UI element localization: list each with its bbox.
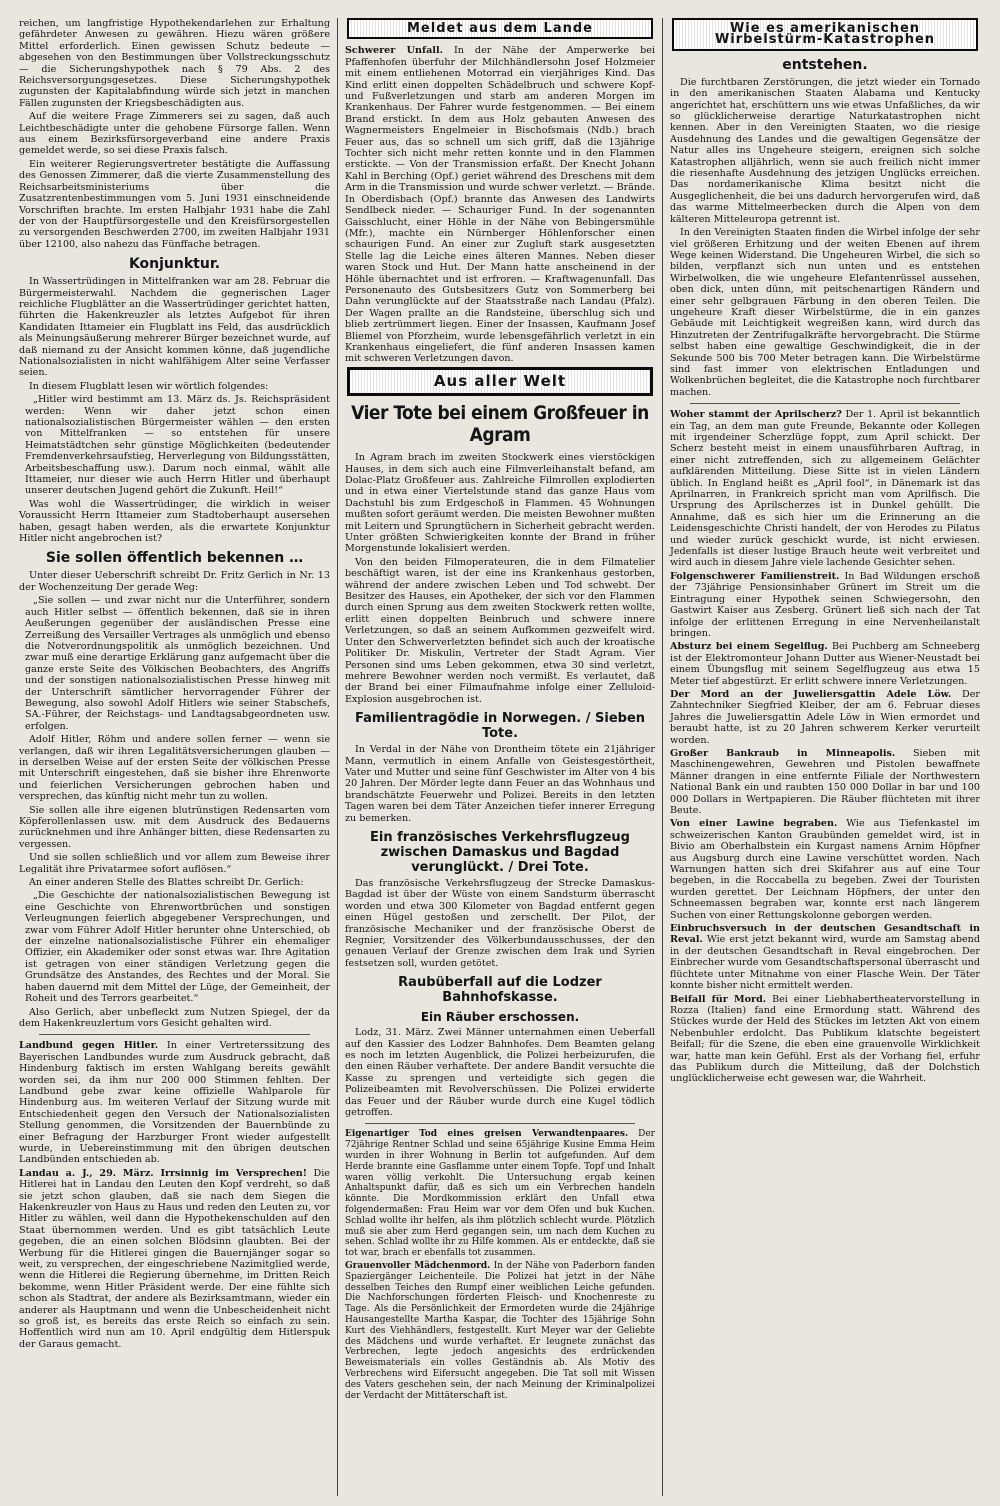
column-right xyxy=(662,18,987,1496)
article-text: Lodz, 31. März. Zwei Männer unternahmen einen Ueberfall auf den Kassier des Lodzer Bahnhofes. Dem Beamten gelang es noch im letzten Augenblick, die Polizei herbeizurufen, die den einen Räuber verhaftete. Der andere Bandit versuchte die Kasse zu sprengen und verteidigte sich gegen die Polizeibeamten mit Revolverschüssen. Die Polizei erwiderte das Feuer und der Räuber wurde durch eine Kugel tödlich getroffen. xyxy=(345,1027,655,1119)
headline-lodz: Raubüberfall auf die Lodzer Bahnhofskasse. xyxy=(398,975,602,1006)
article-text: Der 1. April ist bekanntlich ein Tag, an dem man gute Freunde, Bekannte oder Kollegen mit irgendeiner Scherzlüge foppt, zum April schickt. Der Scherz besteht meist in einem unausführbaren Auftrag, in einer nicht zutreffenden, sich zu allgemeinem Gelächter aufklärenden Mitteilung. Diese Sitte ist in vielen Ländern üblich. In England heißt es „April fool“, in Dänemark ist das Aprilnarren, in Frankreich spricht man vom Aprilfisch. Die Ursprung des Aprilscherzes ist in Dunkel gehüllt. Die Annahme, daß es sich hier um die Erinnerung an die Leidensgeschichte Christi handelt, der von Herodes zu Pilatus und wieder zurück geschickt wurde, ist nicht erwiesen. Jedenfalls ist dieser lustige Brauch heute weit verbreitet und wird auch in diesem Jahre viele lachende Gesichter sehen. xyxy=(670,409,980,569)
article-text: Der 72jährige Rentner Schlad und seine 65jährige Kusine Emma Heim wurden in ihrer Wohnung in Berlin tot aufgefunden. Auf dem Herde brannte eine Gasflamme unter einem Topfe. Topf und Inhalt waren völlig verkohlt. Die Untersuchung ergab keinen Anhaltspunkt dafür, daß es sich um ein Verbrechen handeln könnte. Die Mordkommission erklärt den Unfall etwa folgendermaßen: Frau Heim war vor dem Ofen und buk Kuchen. Schlad wollte ihr helfen, als ihm plötzlich schlecht wurde. Plötzlich muß sie aber zum Herd gegangen sein, um nach dem Kuchen zu sehen. Schlad wollte ihr zu Hilfe kommen. Als er entdeckte, daß sie tot war, brach er ebenfalls tot zusammen. xyxy=(345,1129,655,1259)
article-text: Von den beiden Filmoperateuren, die in dem Filmatelier beschäftigt waren, ist der eine ins Krankenhaus gestorben, während der andere zwischen Leben und Tod schwebt. Der Besitzer des Hauses, ein Apotheker, der sich vor den Flammen durch einen Sprung aus dem zweiten Stockwerk retten wollte, erlitt einen doppelten Beinbruch und schwere innere Verletzungen, so daß an seinem Aufkommen gezweifelt wird. Unter den Schwerverletzten befindet sich auch der kroatische Politiker Dr. Miskulin, Vertreter der Stadt Agram. Vier Personen sind ums Leben gekommen, etwa 30 sind verletzt, mehrere Bewohner werden noch vermißt. Es verlautet, daß der Brand bei einer Filmaufnahme infolge einer Zelluloid-Explosion ausgebrochen ist. xyxy=(345,556,655,705)
article-text: Sie sollen alle ihre eigenen blutrünstigen Redensarten vom Köpferollenlassen usw. mit dem Ausdruck des Bedauerns zurücknehmen und ihre Anhänger bitten, diese Redensarten zu vergessen. xyxy=(19,804,330,850)
article-text: Unter dieser Ueberschrift schreibt Dr. Fritz Gerlich in Nr. 13 der Wochenzeitung Der gerade Weg: xyxy=(19,570,330,593)
article-text: Das französische Verkehrsflugzeug der Strecke Damaskus-Bagdad ist über der Wüste von einem Sandsturm überrascht worden und etwa 300 Kilometer von Bagdad entfernt gegen einen Hügel gestoßen und zerschellt. Der Pilot, der französische Mechaniker und der französische Oberst de Regnier, Vorsitzender des Völkerbundausschusses, der den genauen Verlauf der Grenze zwischen dem Irak und Syrien festsetzen soll, wurden getötet. xyxy=(345,877,655,969)
divider xyxy=(690,403,960,404)
article-text: Bei einer Liebhabertheatervorstellung in Rozza (Italien) fand eine Ermordung statt. Während des Stückes wurde der Held des Stückes im letzten Akt von einem Nebenbuhler erdolcht. Das Publikum klatschte begeistert Beifall; für die Szene, die eben eine grauenvolle Wirklichkeit war, hatte man kein Gefühl. Erst als der Vorhang fiel, erfuhr das Publikum durch die Mitteilung, daß der Dolchstich unglücklicherweise echt gewesen war, die Wahrheit. xyxy=(670,993,980,1085)
article-text: Die furchtbaren Zerstörungen, die jetzt wieder ein Tornado in den amerikanischen Staaten Alabama und Kentucky angerichtet hat, erschüttern uns wie etwas Unfaßliches, da wir so glücklicherweise derartige Naturkatastrophen nicht kennen. Aber in den Vereinigten Staaten, wo die riesige Ausdehnung des Landes und die gewaltigen Gegensätze der Natur alles ins Ungeheure steigern, ereignen sich solche Katastrophen alljährlich, wenn sie auch freilich nicht immer die riesenhafte Ausdehnung des jetzigen Unglücks erreichen. Das nordamerikanische Klima besitzt nicht die Ausgeglichenheit, die bei uns dadurch hervorgerufen wird, daß das warme Mittelmeerbecken durch die Alpen von dem kälteren Mitteleuropa getrennt ist. xyxy=(670,76,980,225)
article-quote: „Sie sollen — und zwar nicht nur die Unterführer, sondern auch Hitler selbst — öffentlich bekennen, daß sie in ihren Aeußerungen gegenüber der ausländischen Presse eine Zerreißung des Versailler Vertrages als unmöglich und ebenso die Notverordnungspolitik als unmöglich bezeichnen. Und zwar muß eine derartige Erklärung ganz aufgemacht über die ganze erste Seite des Völkischen Beobachters, des Angriffs und der sonstigen nationalsozialistischen Presse hinweg mit der Unterschrift sämtlicher hervorragender Führer der Bewegung, also sowohl Adolf Hitlers wie seiner Stabschefs, SA.-Führer, der Reichstags- und Landtagsabgeordneten usw. erfolgen. xyxy=(25,595,330,732)
article-text: Ein weiterer Regierungsvertreter bestätigte die Auffassung des Genossen Zimmerer, daß die vierte Zusammenstellung des Reichsarbeitsministeriums über die Zusatzrentenbestimmungen vom 5. Juni 1931 einschneidende Vorschriften brachte. Im ersten Halbjahr 1931 habe die Zahl der von der Hauptfürsorgestelle und den Kreisfürsorgestellen zu versorgenden Beschwerden 2700, im zweiten Halbjahr 1931 über 12100, also nahezu das Fünffache betragen. xyxy=(19,158,330,250)
news-lead: Woher stammt der Aprilscherz? xyxy=(670,409,842,421)
article-text: In Bad Wildungen erschoß der 73jährige Pensionsinhaber Grünert im Streit um die Eintragung einer Hypothek seinen Schwiegersohn, den Gastwirt Kaiser aus Zesberg. Grünert ließ sich nach der Tat infolge der erlittenen Erregung in eine Nervenheilanstalt bringen. xyxy=(670,570,980,639)
article-text: Adolf Hitler, Röhm und andere sollen ferner — wenn sie verlangen, daß wir ihren Legalitätsversicherungen glauben — in derselben Weise auf der ersten Seite der völkischen Presse mit Unterschrift eingestehen, daß sie bisher ihre Ehrenworte und feierlichen Versicherungen gebrochen haben und versprechen, das künftig nicht mehr tun zu wollen. xyxy=(19,734,330,803)
article-text: Bei Puchberg am Schneeberg ist der Elektromonteur Johann Dutter aus Wiener-Neustadt bei einem Übungsflug mit seinem Segelflugzeug aus etwa 15 Meter tief abgestürzt. Er erlitt schwere innere Verletzungen. xyxy=(670,641,980,687)
headline-entstehen: entstehen. xyxy=(782,56,868,73)
article-text: Auf die weitere Frage Zimmerers sei zu sagen, daß auch Leichtbeschädigte unter die gehobene Fürsorge fallen. Wenn aus einem Bezirksfürsorgeverband eine andere Praxis gemeldet werde, so sei diese Praxis falsch. xyxy=(19,111,330,157)
headline-norwegen: Familientragödie in Norwegen. / Sieben Tote. xyxy=(354,711,646,742)
article-text: In Verdal in der Nähe von Drontheim tötete ein 21jähriger Mann, vermutlich in einem Anfalle von Geistesgestörtheit, Vater und Mutter und seine fünf Geschwister im Alter von 4 bis 20 Jahren. Der Mörder legte dann Feuer an das Wohnhaus und brandschätzte Feuerwehr und Polizei. Bereits in den letzten Tagen waren bei dem Täter Anzeichen tiefer innerer Erregung zu bemerken. xyxy=(345,744,655,824)
news-lead: Einbruchsversuch in der deutschen Gesandtschaft in Reval. xyxy=(670,923,980,946)
article-text: In diesem Flugblatt lesen wir wörtlich folgendes: xyxy=(29,380,269,392)
news-lead: Grauenvoller Mädchenmord. xyxy=(345,1261,491,1272)
news-lead: Landau a. J., 29. März. Irrsinnig im Versprechen! xyxy=(19,1167,307,1179)
headline-damaskus: Ein französisches Verkehrsflugzeug zwischen Damaskus und Bagdad verunglückt. / Drei Tote. xyxy=(370,829,630,875)
divider xyxy=(39,1034,310,1035)
section-banner-land: Meldet aus dem Lande xyxy=(347,18,653,39)
news-lead: Schwerer Unfall. xyxy=(345,45,443,57)
article-text: In der Nähe von Paderborn fanden Spaziergänger Leichenteile. Die Polizei hat jetzt in der Nähe desselben Teiches den Rumpf einer weiblichen Leiche gefunden. Die Nachforschungen förderten Fleisch- und Knochenreste zu Tage. Als die Persönlichkeit der Ermordeten wurde die 24jährige Hausangestellte Martha Kaspar, die Tochter des 15jährige Sohn Kurt des Viehhändlers, festgestellt. Kurt Meyer war der Geliebte des Mädchens und wurde verhaftet. Er leugnete zunächst das Verbrechen, legte jedoch angesichts des erdrückenden Beweismaterials ein volles Geständnis ab. Als Motiv des Verbrechens wird Eifersucht angegeben. Die Tat soll mit Wissen des Vaters geschehen sein, der nach Meinung der Kriminalpolizei der Verdacht der Mittäterschaft ist. xyxy=(345,1261,655,1401)
news-lead: Landbund gegen Hitler. xyxy=(19,1040,159,1052)
news-lead: Der Mord an der Juweliersgattin Adele Löw. xyxy=(670,688,952,700)
article-text: In einer Vertreterssitzung des Bayerischen Landbundes wurde zum Ausdruck gebracht, daß Hindenburg faktisch im ersten Wahlgang bereits gewählt worden sei, da ihm nur 200 000 Stimmen fehlten. Der Landbund gebe zwar keine offizielle Wahlparole für Hindenburg aus. Im weiteren Verlauf der Sitzung wurde mit Entschiedenheit gegen den Versuch der Nationalsozialisten Stellung genommen, die Vorsitzenden der Bauernbünde zu einer Befragung der Harzburger Front wieder aufgestellt wurde, in Uebereinstimmung mit den übrigen deutschen Landbünden entschieden ab. xyxy=(19,1040,330,1166)
article-text: In den Vereinigten Staaten finden die Wirbel infolge der sehr viel größeren Erhitzung und der weiten Ebenen auf ihrem Wege keinen Widerstand. Die Ungeheuren Wirbel, die sich so bilden, verpflanzt sich nun unten und es entstehen Wirbelwolken, die wie ungeheure Elefantenrüssel aussehen, oben dick, unten dünn, mit peitschenartigen Rändern und einer sehr gelbgrauen Färbung in den oberen Teilen. Die ungeheure Kraft dieser Wirbelstürme, die in ein ganzes Gebäude mit Leichtigkeit wegreißen kann, wird durch das Hinzutreten der Zentrifugalkräfte hervorgebracht. Die Stürme selbst haben eine gewaltige Geschwindigkeit, die in der Sekunde 500 bis 700 Meter betragen kann. Die Wirbelstürme sind fast immer von elektrischen Entladungen und Wolkenbrüchen begleitet, die die Katastrophe noch furchtbarer machen. xyxy=(670,227,980,398)
article-text: Und sie sollen schließlich und vor allem zum Beweise ihrer Legalität ihre Privatarmee sofort auflösen.“ xyxy=(19,852,330,875)
article-text: Was wohl die Wassertrüdinger, die wirklich in weiser Voraussicht Herrn Ittameier zum Stadtoberhaupt ausersehen haben, gesagt haben werden, als die erwartete Konjunktur Hitler nicht angebrochen ist? xyxy=(19,498,330,545)
article-text: Wie erst jetzt bekannt wird, wurde am Samstag abend in der deutschen Gesandtschaft in Reval eingebrochen. Der Einbrecher wurde vom Gesandtschaftspersonal überrascht und flüchtete unter Mitnahme von einer Flasche Wein. Der Täter konnte bisher nicht ermittelt werden. xyxy=(670,934,980,992)
news-lead: Beifall für Mord. xyxy=(670,993,767,1005)
news-lead: Folgenschwerer Familienstreit. xyxy=(670,570,840,582)
article-quote: „Die Geschichte der nationalsozialistischen Bewegung ist eine Geschichte von Ehrenwortbrüchen und sonstigen Verleugnungen feierlich abgegebener Versprechungen, und zwar vom Führer Adolf Hitler herunter ohne Unterschied, ob der einzelne nationalsozialistische Führer ein ehemaliger Offizier, ein Akademiker oder sonst etwas war. Ihre Agitation ist getragen von einer ständigen Verletzung gegen die Grundsätze des Anstandes, des Rechtes und der Moral. Sie haben dauernd mit dem Mittel der Lüge, der Gemeinheit, der Roheit und des Terrors gearbeitet.“ xyxy=(25,890,330,1005)
section-banner-wirbel: Wie es amerikanischen Wirbelstürm-Katastrophen xyxy=(672,18,978,51)
divider xyxy=(365,1123,635,1124)
article-text: Die Hitlerei hat in Landau den Leuten den Kopf verdreht, so daß sie jetzt schon glauben, daß sie nach dem Siegen die Hakenkreuzler von Haus zu Haus und reden den Leuten zu, vor Hitler zu wählen, weil dann die Hypothekenschulden auf den Staat übernommen werden. Und es gibt tatsächlich Leute gegeben, die an einen solchen Blödsinn glaubten. Bei der Werbung für die Hitlerei gingen die Bauernjänger sogar so weit, zu versprechen, der eingeschriebene Nazimitglied werde, wenn die Hitlerei die Regierung übernehme, im Dritten Reich bekomme, wenn Hitler Präsident werde. Der eine fühlte sich schon als Stadtrat, der andere als Bezirksamtmann, wieder ein anderer als Hauptmann und wenn die Unbescheidenheit nicht so groß ist, es bereits das erste Reich so einfach zu sein. Hoffentlich wird nun am 10. April endgültig dem Hitlerspuk der Garaus gemacht. xyxy=(19,1167,330,1350)
headline-bekennen: Sie sollen öffentlich bekennen … xyxy=(45,550,304,567)
article-text: Der Zahntechniker Siegfried Kleiber, der am 6. Februar dieses Jahres die Juweliersgattin Adele Löw in Wien ermordet und beraubt hatte, ist zu 20 Jahren schwerem Kerker verurteilt worden. xyxy=(670,688,980,746)
article-text: Wie aus Tiefenkastel im schweizerischen Kanton Graubünden gemeldet wird, ist in Bivio am Oberhalbstein ein Kurgast namens Arnim Höpfner aus Augsburg durch eine Lawine verschüttet worden. Nach Warnungen hatten sich drei Skifahrer aus auf eine Tour begeben, in die Roccabella zu begeben. Zwei der Touristen wurden gerettet. Der Leichnam Höpfners, der unter den Schneemassen begraben war, konnte erst nach längerem Suchen von einer Rettungskolonne geborgen werden. xyxy=(670,818,980,921)
section-banner-welt: Aus aller Welt xyxy=(347,367,653,396)
subheadline-lodz: Ein Räuber erschossen. xyxy=(420,1010,580,1025)
news-lead: Absturz bei einem Segelflug. xyxy=(670,641,828,653)
news-lead: Von einer Lawine begraben. xyxy=(670,818,838,830)
article-text: reichen, um langfristige Hypothekendarlehen zur Erhaltung gefährdeter Anwesen zu gewähren. Hiezu wären größere Mittel erforderlich. Einen gewissen Schutz bedeute — abgesehen von den Bestimmungen über Vollstreckungsschutz — die Sicherungshypothek nach § 79 Abs. 2 des Reichsversorgungsgesetzes. Diese Sicherungshypothek zugunsten der Kapitalabfindung würde sich jetzt in manchen Fällen zugunsten der Kriegsbeschädigten aus. xyxy=(19,18,330,109)
article-text: In der Nähe der Amperwerke bei Pfaffenhofen überfuhr der Milchhändlersohn Josef Holzmeier mit einem entliehenen Motorrad ein vierjähriges Kind. Das Kind erlitt einen doppelten Schädelbruch und schwere Kopf- und Fußverletzungen und starb am anderen Morgen im Krankenhaus. Der Fahrer wurde festgenommen. — Bei einem Brand erstickt. In dem aus Holz gebauten Anwesen des Wagnermeisters Engelmeier in Bischofsmais (Ndb.) brach Feuer aus, das so schnell um sich griff, daß die 13jährige Tochter sich nicht mehr retten konnte und in den Flammen erstickte. — Von der Transmission erfaßt. Der Knecht Johann Kahl in Berching (Opf.) geriet während des Dreschens mit dem Arm in die Transmission und wurde schwer verletzt. — Brände. In Oberdisbach (Opf.) brannte das Anwesen des Landwirts Sendlbeck nieder. — Schauriger Fund. In der sogenannten Gaisschlucht, einer Höhle in der Nähe von Bebingersmühle (Mfr.), machte ein Nürnberger Höhlenforscher einen schaurigen Fund. An einer zur Zugluft stark ausgesetzten Stelle lag die Leiche eines älteren Mannes. Neben dieser waren Stock und Hut. Der Mann hatte anscheinend in der Höhle übernachtet und ist erfroren. — Kraftwagenunfall. Das Personenauto des Gutsbesitzers Gutz von Sommerberg bei Dahn verunglückte auf der Staatsstraße nach Landau (Pfalz). Der Wagen prallte an die Randsteine, überschlug sich und blieb zertrümmert liegen. Einer der Insassen, Kaufmann Josef Bliemel von Pforzheim, wurde lebensgefährlich verletzt in ein Krankenhaus eingeliefert, die fünf anderen Insassen kamen mit schweren Verletzungen davon. xyxy=(345,45,655,365)
article-text: An einer anderen Stelle des Blattes schreibt Dr. Gerlich: xyxy=(29,877,304,889)
column-left xyxy=(12,18,337,1496)
article-quote: „Hitler wird bestimmt am 13. März ds. Js. Reichspräsident werden: Wenn wir daher jetzt schon einen nationalsozialistischen Bürgermeister wählen — den ersten von Mittelfranken — so entstehen für unsere Heimatstädtchen sehr günstige Möglichkeiten (bedeutender Fremdenverkehrsaufstieg, Herverlegung von Bildungsstätten, Arbeitsbeschaffung usw.). Darum noch einmal, wählt alle Ittameier, nur dieser wie auch Herrn Hitler und überhaupt unserer deutschen Jugend gehört die Zukunft. Heil!“ xyxy=(25,394,330,497)
news-lead: Großer Bankraub in Minneapolis. xyxy=(670,747,896,759)
article-text: Sieben mit Maschinengewehren, Gewehren und Pistolen bewaffnete Männer drangen in eine entfernte Filiale der Northwestern National Bank ein und raubten 150 000 Dollar in bar und 100 000 Dollars in Wertpapieren. Die Räuber flüchteten mit ihrer Beute. xyxy=(670,747,980,816)
news-lead: Eigenartiger Tod eines greisen Verwandtenpaares. xyxy=(345,1129,629,1140)
article-text: In Agram brach im zweiten Stockwerk eines vierstöckigen Hauses, in dem sich auch eine Filmverleihanstalt befand, am Dolac-Platz Großfeuer aus. Zahlreiche Filmrollen explodierten und in etwa einer Viertelstunde stand das ganze Haus vom Dachstuhl bis zum Erdgeschoß in Flammen. 45 Wohnungen mußten sofort geräumt werden. Die meisten Bewohner mußten mit Leitern und Sprungtüchern in Sicherheit gebracht werden. Unter größten Schwierigkeiten konnte der Brand in früher Morgenstunde lokalisiert werden. xyxy=(345,452,655,555)
article-text: Also Gerlich, aber unbefleckt zum Nutzen Spiegel, der da dem Hakenkreuzlertum vors Gesicht gehalten wird. xyxy=(19,1006,330,1029)
article-text: In Wassertrüdingen in Mittelfranken war am 28. Februar die Bürgermeisterwahl. Nachdem die gegnerischen Lager reichliche Flugblätter an die Wassertrüdinger gerichtet hatten, führten die Hakenkreuzler als letztes Aufgebot für ihren Kandidaten Ittameier ein Flugblatt ins Feld, das ausdrücklich als Meinungsäußerung mehrerer Bürger bezeichnet wurde, auf daß niemand zu der Ansicht kommen könne, daß jugendliche Nationalsozialisten in nicht wahlfähigem Alter seine Verfasser seien. xyxy=(19,276,330,379)
headline-konjunktur: Konjunktur. xyxy=(128,256,221,273)
headline-agram: Vier Tote bei einem Großfeuer in Agram xyxy=(351,402,649,447)
column-middle xyxy=(337,18,662,1496)
